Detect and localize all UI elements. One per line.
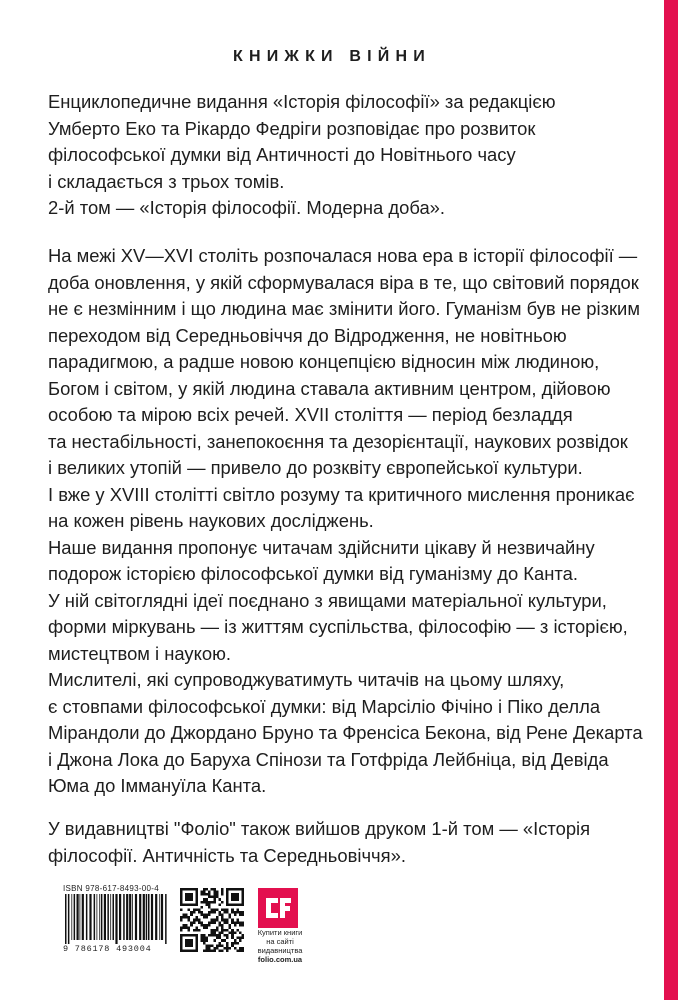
barcode-bars (63, 894, 171, 944)
isbn-text: ISBN 978-617-8493-00-4 (63, 884, 159, 893)
barcode (63, 884, 171, 954)
shop-note-line3: видавництва (257, 946, 303, 955)
body-line: У ній світоглядні ідеї поєднано з явищами матеріальної культури, (48, 589, 607, 611)
spine-edge-accent (664, 0, 678, 1000)
body-line: на кожен рівень наукових досліджень. (48, 510, 374, 531)
intro-line: 2-й том — «Історія філософії. Модерна доба». (48, 197, 446, 218)
body-paragraph (48, 243, 643, 800)
shop-note-site: folio.com.ua (257, 955, 303, 964)
body-line: переходом від Середньовіччя до Відродження, не новітньою (48, 324, 567, 346)
closing-paragraph (48, 816, 638, 869)
body-line: мистецтвом і наукою. (48, 642, 232, 664)
body-line: Наше видання пропонує читачам здійснити цікаву й незвичайну (48, 536, 595, 558)
body-line: доба оновлення, у якій сформувалася віра в те, що світовий порядок (48, 271, 639, 293)
body-line: Юма до Іммануїла Канта. (48, 775, 267, 796)
folio-cf-logo-icon (258, 888, 298, 928)
intro-line: філософської думки від Античності до Новітнього часу (48, 144, 516, 165)
intro-line: Умберто Еко та Рікардо Федріги розповідає про розвиток (48, 117, 536, 139)
closing-line: філософії. Античність та Середньовіччя». (48, 844, 406, 866)
series-title: КНИЖКИ ВІЙНИ (233, 48, 431, 65)
intro-paragraph (48, 89, 638, 222)
body-line: На межі XV—XVI століть розпочалася нова ера в історії філософії — (48, 245, 638, 266)
shop-note-line1: Купити книги (257, 928, 303, 937)
body-line: є стовпами філософської думки: від Марсіліо Фічіно і Піко делла (48, 695, 601, 717)
body-line: та нестабільності, занепокоєння та дезорієнтації, наукових розвідок (48, 430, 628, 452)
shop-note-line2: на сайті (266, 937, 294, 946)
body-line: подорож історією філософської думки від гуманізму до Канта. (48, 563, 578, 584)
body-line: і Джона Лока до Баруха Спінози та Готфріда Лейбніца, від Девіда (48, 748, 609, 770)
shop-note (252, 928, 308, 964)
barcode-digits: 9 786178 493004 (63, 944, 152, 954)
body-line: особою та мірою всіх речей. XVII століття — період безладдя (48, 404, 573, 425)
body-line: Богом і світом, у якій людина ставала активним центром, дійовою (48, 377, 611, 399)
body-line: і великих утопій — привело до розквіту європейської культури. (48, 457, 583, 478)
intro-line: Енциклопедичне видання «Історія філософії» за редакцією (48, 91, 556, 112)
qr-code-icon (180, 888, 244, 952)
body-line: І вже у XVIII столітті світло розуму та критичного мислення проникає (48, 483, 635, 505)
body-line: Мислителі, які супроводжуватимуть читачів на цьому шляху, (48, 669, 565, 690)
body-line: Мірандоли до Джордано Бруно та Френсіса Бекона, від Рене Декарта (48, 722, 643, 743)
closing-line: У видавництві "Фоліо" також вийшов друком 1-й том — «Історія (48, 818, 591, 839)
body-line: парадигмою, а радше новою концепцією відносин між людиною, (48, 351, 600, 372)
body-line: не є незмінним і що людина має змінити його. Гуманізм був не різким (48, 298, 640, 319)
body-line: форми міркувань — із життям суспільства, філософію — з історією, (48, 616, 628, 637)
intro-line: і складається з трьох томів. (48, 170, 285, 192)
